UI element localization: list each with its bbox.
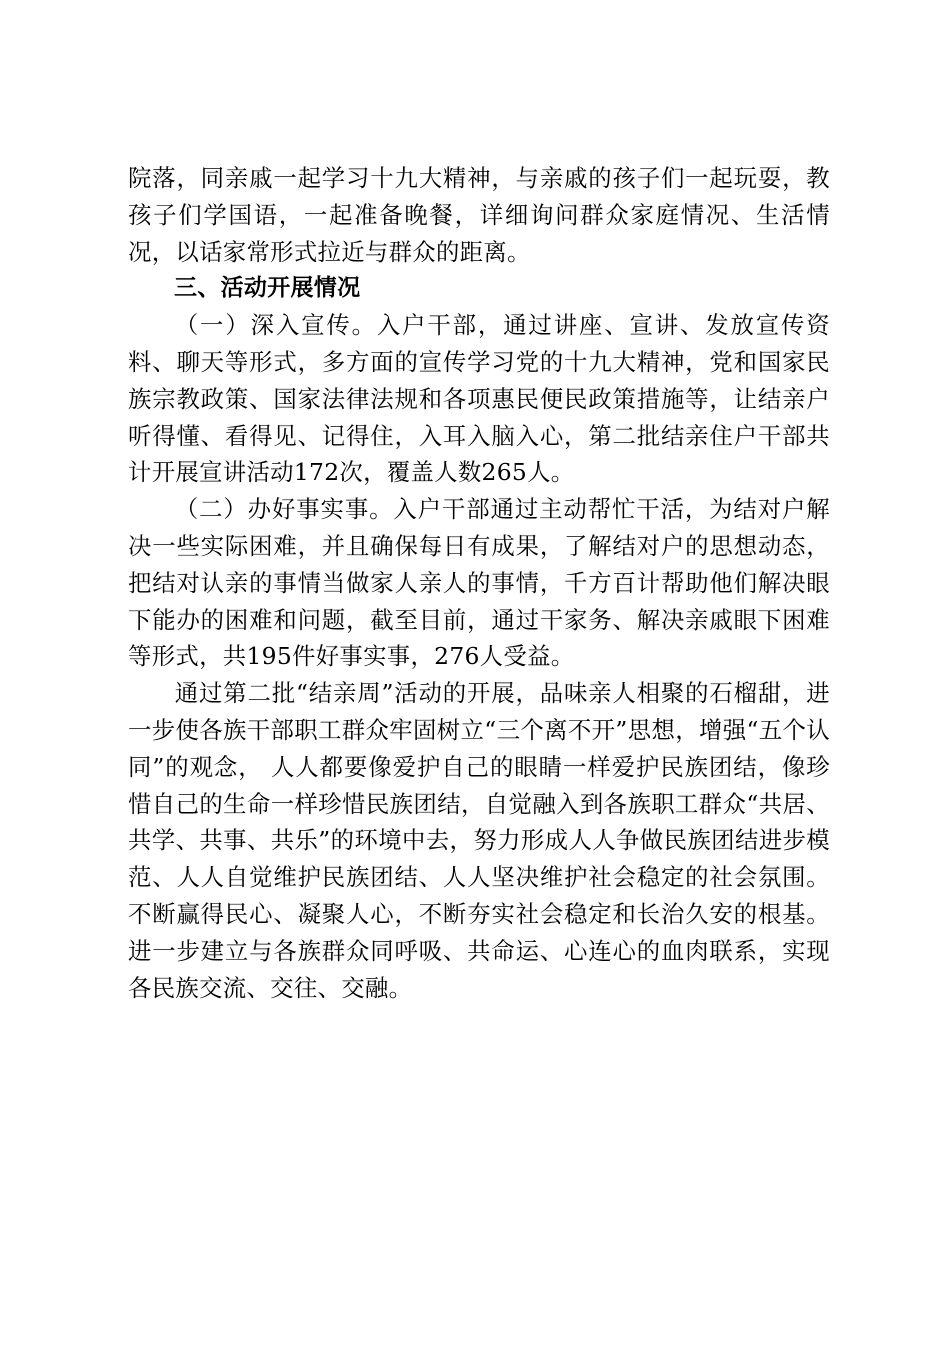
paragraph-good-deeds: （二）办好事实事。入户干部通过主动帮忙干活，为结对户解决一些实际困难，并且确保每日有成果，了解结对户的思想动态，把结对认亲的事情当做家人亲人的事情，千方百计帮助他们解决眼下能办的困难和问题，截至目前，通过干家务、解决亲戚眼下困难等形式，共195件好事实事，276人受益。 [128, 495, 830, 671]
section-heading: 三、活动开展情况 [174, 275, 361, 302]
paragraph-publicity: （一）深入宣传。入户干部，通过讲座、宣讲、发放宣传资料、聊天等形式，多方面的宣传学习党的十九大精神，党和国家民族宗教政策、国家法律法规和各项惠民便民政策措施等，让结亲户听得懂、看得见、记得住，入耳入脑入心，第二批结亲住户干部共计开展宣讲活动172次，覆盖人数265人。 [128, 311, 830, 487]
paragraph-continuation: 院落，同亲戚一起学习十九大精神，与亲戚的孩子们一起玩耍，教孩子们学国语，一起准备晚餐，详细询问群众家庭情况、生活情况，以话家常形式拉近与群众的距离。 [128, 164, 830, 266]
paragraph-summary: 通过第二批“结亲周”活动的开展，品味亲人相聚的石榴甜，进一步使各族干部职工群众牢固树立“三个离不开”思想，增强“五个认同”的观念， 人人都要像爱护自己的眼睛一样爱护民族团结，像珍惜自己的生命一样珍惜民族团结，自觉融入到各族职工群众“共居、共学、共事、共乐”的环境中去，努力形成人人争做民族团结进步模范、人人自觉维护民族团结、人人坚决维护社会稳定的社会氛围。不断赢得民心、凝聚人心，不断夯实社会稳定和长治久安的根基。进一步建立与各族群众同呼吸、共命运、心连心的血肉联系，实现各民族交流、交往、交融。 [128, 679, 830, 1002]
document-body [128, 160, 830, 1006]
